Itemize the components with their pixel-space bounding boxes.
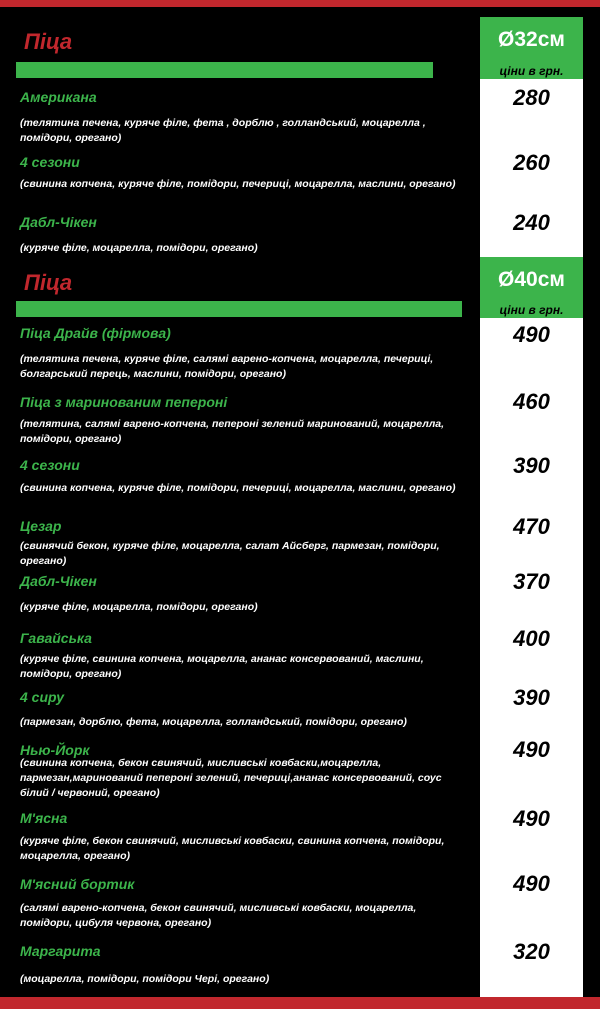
menu-item-desc: (телятина печена, куряче філе, салямі варено-копчена, моцарелла, печериці, болгарський перець, маслини, помідори, орегано) <box>20 353 434 380</box>
menu-item-name: Гавайська <box>20 630 92 646</box>
menu-item-desc: (куряче філе, свинина копчена, моцарелла, ананас консервований, маслини, помідори, орегано) <box>20 653 424 680</box>
menu-item-price: 390 <box>513 685 550 710</box>
menu-item-price: 490 <box>513 806 550 831</box>
size-header-40: Ø40см <box>480 257 583 303</box>
menu-item-desc: (свинина копчена, куряче філе, помідори, печериці, моцарелла, маслини, орегано) <box>20 178 456 190</box>
menu-item-name: М'ясна <box>20 810 68 826</box>
menu-item-desc: (телятина печена, куряче філе, фета , дорблю , голландський, моцарелла , помідори, орегано) <box>20 117 426 144</box>
menu-item-name: 4 сезони <box>20 154 80 170</box>
menu-item-price: 460 <box>513 389 550 414</box>
menu-item-price: 400 <box>513 626 550 651</box>
menu-item-desc: (куряче філе, моцарелла, помідори, орегано) <box>20 601 258 613</box>
price-unit-label-32: ціни в грн. <box>480 63 583 79</box>
menu-item-name: 4 сиру <box>20 689 64 705</box>
menu-item-price: 490 <box>513 737 550 762</box>
menu-item-name: Піца з маринованим пепероні <box>20 394 228 410</box>
menu-item-desc: (салямі варено-копчена, бекон свинячий, мисливські ковбаски, моцарелла, помідори, цибуля червона, орегано) <box>20 902 417 929</box>
menu-item-name: Маргарита <box>20 943 101 959</box>
section-bar-40 <box>16 301 462 317</box>
top-border <box>0 0 600 7</box>
menu-item-name: Цезар <box>20 518 62 534</box>
menu-item-price: 280 <box>513 85 550 110</box>
price-unit-label-40: ціни в грн. <box>480 302 583 318</box>
section-title-32: Піца <box>24 29 73 54</box>
menu-item-desc: (пармезан, дорблю, фета, моцарелла, голландський, помідори, орегано) <box>20 716 407 728</box>
section-title-40: Піца <box>24 270 73 295</box>
menu-item-name: Американа <box>20 89 97 105</box>
menu-item-price: 490 <box>513 871 550 896</box>
menu-item-desc: (свинячий бекон, куряче філе, моцарелла, салат Айсберг, пармезан, помідори, орегано) <box>20 540 440 567</box>
menu-item-name: Дабл-Чікен <box>20 214 97 230</box>
menu-item-desc: (куряче філе, бекон свинячий, мисливські ковбаски, свинина копчена, помідори, моцарелла, орегано) <box>20 835 445 862</box>
menu-item-desc: (телятина, салямі варено-копчена, пепероні зелений маринований, моцарелла, помідори, орегано) <box>20 418 445 445</box>
menu-item-desc: (свинина копчена, бекон свинячий, мисливські ковбаски,моцарелла, пармезан,маринований пепероні зелений, печериці,ананас консервований, соус білий / червоний, орегано) <box>20 757 442 799</box>
menu-item-desc: (куряче філе, моцарелла, помідори, орегано) <box>20 242 258 254</box>
menu-item-price: 320 <box>513 939 550 964</box>
menu-item-price: 470 <box>513 514 550 539</box>
menu-item-price: 390 <box>513 453 550 478</box>
menu-item-price: 370 <box>513 569 550 594</box>
menu-item-price: 490 <box>513 322 550 347</box>
menu-item-name: Дабл-Чікен <box>20 573 97 589</box>
menu-item-name: М'ясний бортик <box>20 876 135 892</box>
menu-item-name: Нью-Йорк <box>20 742 90 758</box>
bottom-border <box>0 997 600 1009</box>
menu-item-desc: (моцарелла, помідори, помідори Чері, орегано) <box>20 973 270 985</box>
menu-item-desc: (свинина копчена, куряче філе, помідори, печериці, моцарелла, маслини, орегано) <box>20 482 456 494</box>
size-header-32: Ø32см <box>480 17 583 63</box>
menu-item-name: Піца Драйв (фірмова) <box>20 325 171 341</box>
section-bar-32 <box>16 62 433 78</box>
menu-item-price: 260 <box>513 150 550 175</box>
menu-item-price: 240 <box>513 210 550 235</box>
menu-item-name: 4 сезони <box>20 457 80 473</box>
